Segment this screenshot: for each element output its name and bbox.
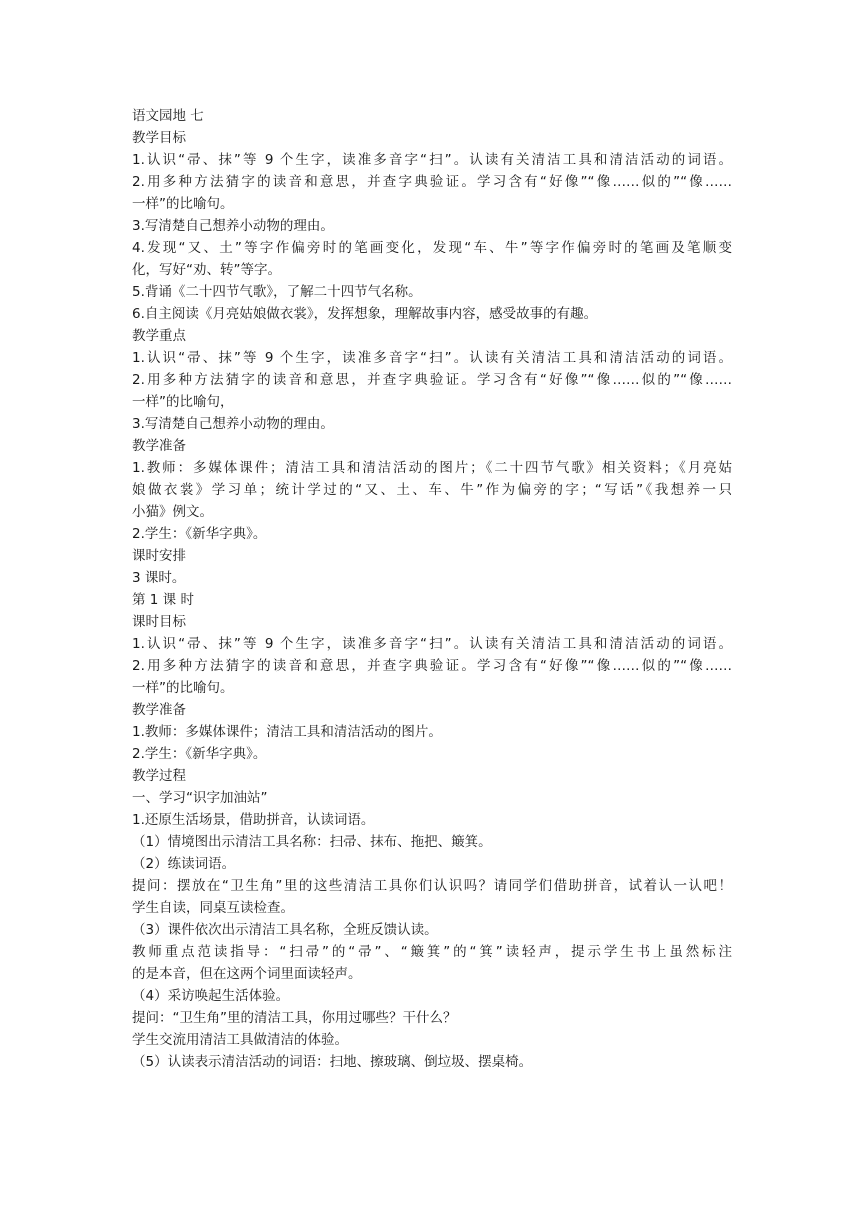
document-page (132, 105, 732, 1073)
text-line: 一样”的比喻句， (132, 394, 234, 410)
text-line: 1.教师：多媒体课件；清洁工具和清洁活动的图片；《二十四节气歌》相关资料；《月亮姑 (132, 460, 732, 476)
text-line: 1.认识“帚、抹”等 9 个生字，读准多音字“扫”。认读有关清洁工具和清洁活动的词语。 (132, 152, 732, 168)
text-line: 2.用多种方法猜字的读音和意思，并查字典验证。学习含有“好像”“像……似的”“像…… (132, 174, 732, 190)
text-line: 教学准备 (132, 438, 186, 454)
text-line: 一样”的比喻句。 (132, 196, 234, 212)
text-line: 语文园地 七 (132, 108, 204, 124)
text-line: 娘做衣裳》学习单；统计学过的“又、土、车、牛”作为偏旁的字；“写话”《我想养一只 (132, 482, 732, 498)
text-line: 1.教师：多媒体课件；清洁工具和清洁活动的图片。 (132, 724, 442, 740)
text-line: 1.认识“帚、抹”等 9 个生字，读准多音字“扫”。认读有关清洁工具和清洁活动的词语。 (132, 350, 732, 366)
text-line: 3 课时。 (132, 570, 186, 586)
text-line: 教师重点范读指导：“扫帚”的“帚”、“簸箕”的“箕”读轻声，提示学生书上虽然标注 (132, 944, 732, 960)
text-line: 课时安排 (132, 548, 186, 564)
text-line: 第 1 课 时 (132, 592, 194, 608)
text-line: 学生自读，同桌互读检查。 (132, 900, 294, 916)
text-line: 提问：“卫生角”里的清洁工具，你用过哪些？干什么？ (132, 1010, 457, 1026)
text-line: （1）情境图出示清洁工具名称：扫帚、抹布、拖把、簸箕。 (132, 834, 492, 850)
text-line: 5.背诵《二十四节气歌》，了解二十四节气名称。 (132, 284, 422, 300)
text-line: 化，写好“劝、转”等字。 (132, 262, 281, 278)
text-line: 1.还原生活场景，借助拼音，认读词语。 (132, 812, 375, 828)
text-line: （5）认读表示清洁活动的词语：扫地、擦玻璃、倒垃圾、摆桌椅。 (132, 1054, 533, 1070)
text-line: 课时目标 (132, 614, 186, 630)
text-line: 一样”的比喻句。 (132, 680, 234, 696)
text-line: 提问：摆放在“卫生角”里的这些清洁工具你们认识吗？请同学们借助拼音，试着认一认吧！ (132, 878, 732, 894)
text-line: 3.写清楚自己想养小动物的理由。 (132, 416, 334, 432)
text-line: 教学准备 (132, 702, 186, 718)
text-line: （4）采访唤起生活体验。 (132, 988, 290, 1004)
text-line: 一、学习“识字加油站” (132, 790, 268, 806)
text-line: 的是本音，但在这两个词里面读轻声。 (132, 966, 362, 982)
text-line: 2.用多种方法猜字的读音和意思，并查字典验证。学习含有“好像”“像……似的”“像…… (132, 658, 732, 674)
text-line: 3.写清楚自己想养小动物的理由。 (132, 218, 334, 234)
text-line: 2.学生：《新华字典》。 (132, 526, 267, 542)
text-line: 教学目标 (132, 130, 186, 146)
text-line: 教学过程 (132, 768, 186, 784)
text-line: 教学重点 (132, 328, 186, 344)
text-line: （3）课件依次出示清洁工具名称，全班反馈认读。 (132, 922, 438, 938)
text-line: 4.发现“又、土”等字作偏旁时的笔画变化，发现“车、牛”等字作偏旁时的笔画及笔顺变 (132, 240, 732, 256)
text-line: 2.学生：《新华字典》。 (132, 746, 267, 762)
text-line: 学生交流用清洁工具做清洁的体验。 (132, 1032, 348, 1048)
text-line: 1.认识“帚、抹”等 9 个生字，读准多音字“扫”。认读有关清洁工具和清洁活动的词语。 (132, 636, 732, 652)
text-line: 2.用多种方法猜字的读音和意思，并查字典验证。学习含有“好像”“像……似的”“像…… (132, 372, 732, 388)
text-line: 6.自主阅读《月亮姑娘做衣裳》，发挥想象，理解故事内容，感受故事的有趣。 (132, 306, 598, 322)
text-line: （2）练读词语。 (132, 856, 236, 872)
text-line: 小猫》例文。 (132, 504, 213, 520)
